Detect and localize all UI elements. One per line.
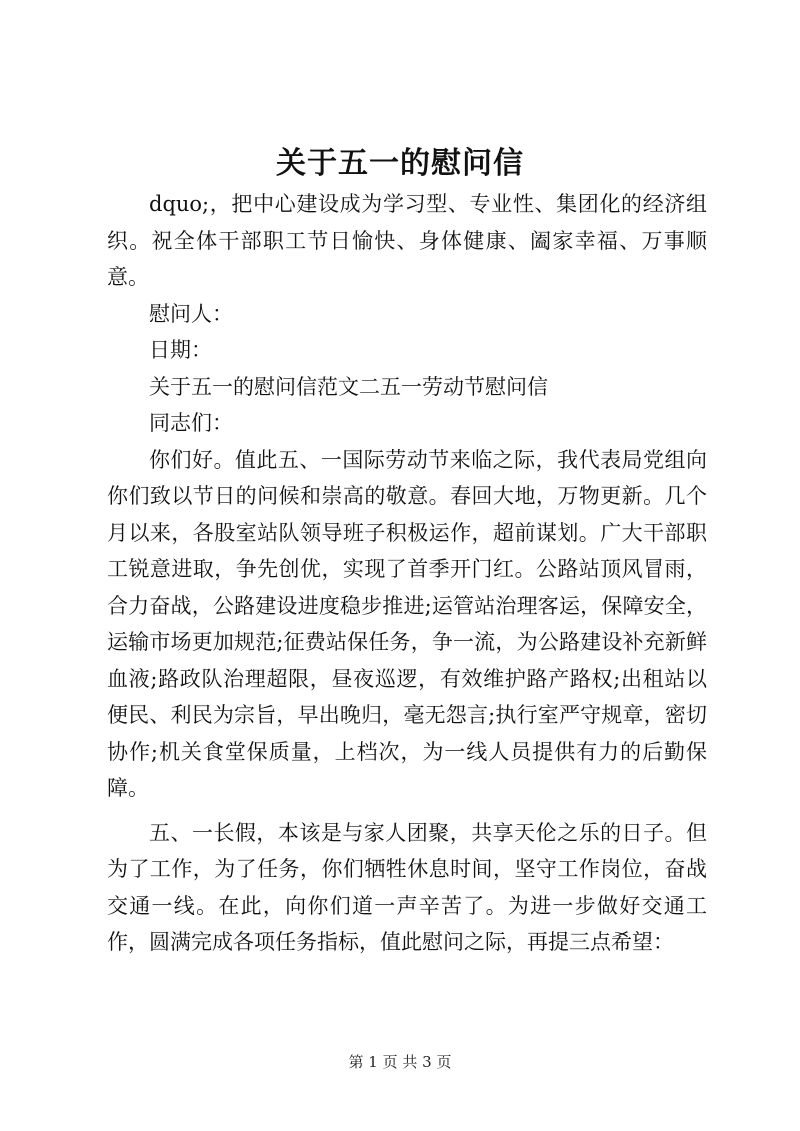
paragraph-section-heading: 关于五一的慰问信范文二五一劳动节慰问信 <box>149 374 548 399</box>
paragraph-salutation: 同志们： <box>149 411 233 435</box>
page-footer: 第 1 页 共 3 页 <box>348 1053 452 1071</box>
paragraph-date: 日期： <box>149 338 212 362</box>
paragraph-body-2: 五、一长假，本该是与家人团聚，共享天伦之乐的日子。但为了工作，为了任务，你们牺牲休息时间，坚守工作岗位，奋战交通一线。在此，向你们道一声辛苦了。为进一步做好交通工作，圆满完成各项任务指标，值此慰问之际，再提三点希望： <box>107 820 707 954</box>
paragraph-body-1: 你们好。值此五、一国际劳动节来临之际，我代表局党组向你们致以节日的问候和崇高的敬意。春回大地，万物更新。几个月以来，各股室站队领导班子积极运作，超前谋划。广大干部职工锐意进取，争先创优，实现了首季开门红。公路站顶风冒雨，合力奋战，公路建设进度稳步推进;运管站治理客运，保障安全，运输市场更加规范;征费站保任务，争一流，为公路建设补充新鲜血液;路政队治理超限，昼夜巡逻，有效维护路产路权;出租站以便民、利民为宗旨，早出晚归，毫无怨言;执行室严守规章，密切协作;机关食堂保质量，上档次，为一线人员提供有力的后勤保障。 <box>107 447 707 800</box>
paragraph-intro: dquo;，把中心建设成为学习型、专业性、集团化的经济组织。祝全体干部职工节日愉快、身体健康、阖家幸福、万事顺意。 <box>107 192 707 289</box>
paragraph-signatory: 慰问人： <box>149 301 233 326</box>
document-title: 关于五一的慰问信 <box>276 146 524 181</box>
document-body <box>107 186 707 961</box>
